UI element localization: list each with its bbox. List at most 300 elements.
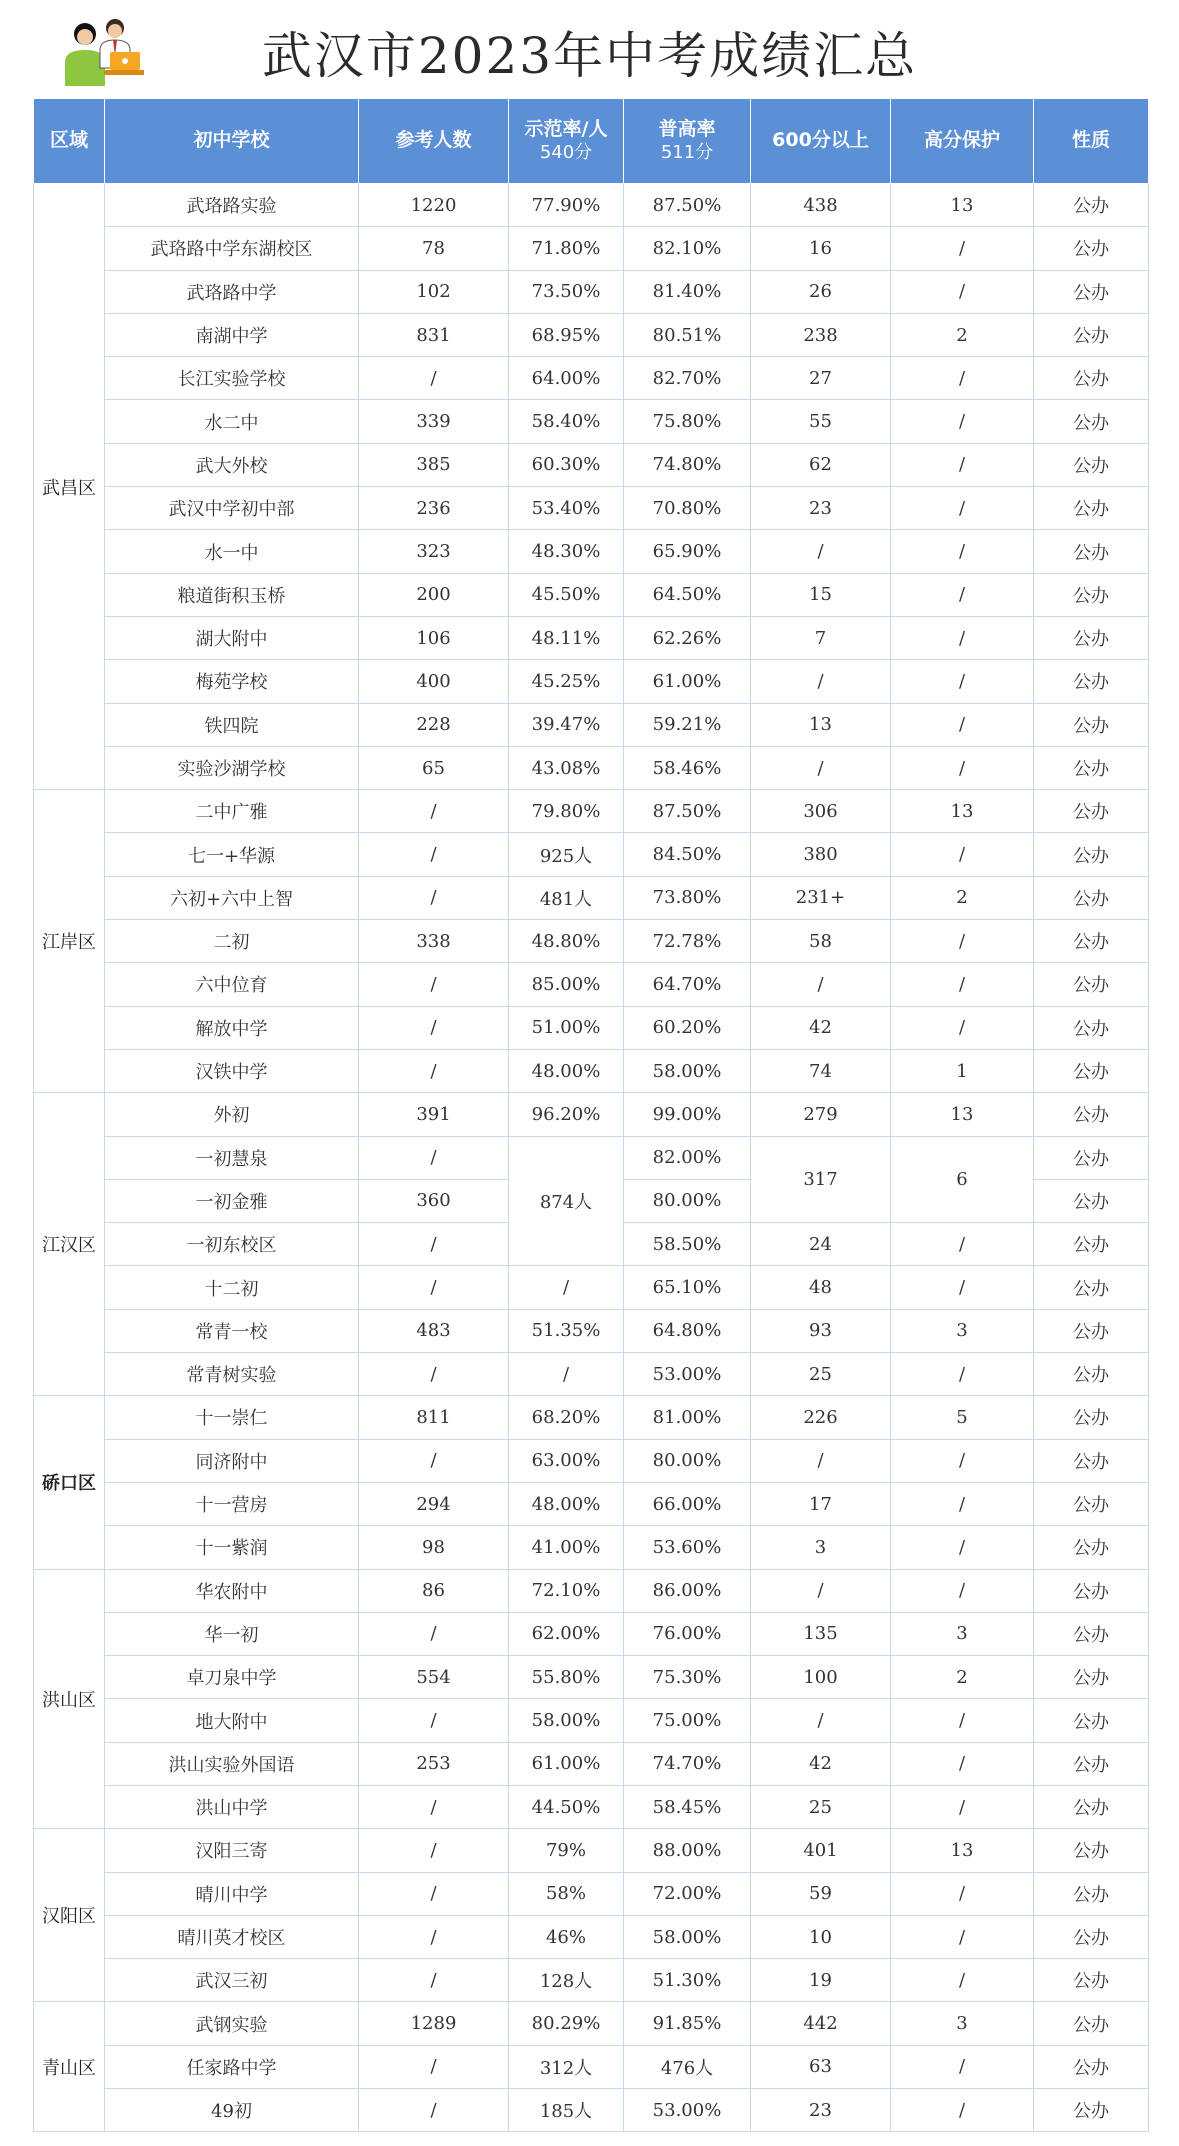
- cell-above-600: 74: [751, 1049, 891, 1092]
- cell-above-600: /: [751, 746, 891, 789]
- cell-above-600: /: [751, 530, 891, 573]
- cell-model-rate: /: [509, 1266, 624, 1309]
- cell-school-name: 武珞路中学东湖校区: [105, 227, 359, 270]
- cell-above-600: 59: [751, 1872, 891, 1915]
- cell-school-name: 同济附中: [105, 1439, 359, 1482]
- table-row: [34, 1006, 1149, 1049]
- cell-exam-takers: 200: [359, 573, 509, 616]
- cell-general-rate: 70.80%: [624, 487, 751, 530]
- cell-school-type: 公办: [1034, 1179, 1149, 1222]
- cell-model-rate: 48.30%: [509, 530, 624, 573]
- cell-model-rate: 96.20%: [509, 1093, 624, 1136]
- cell-high-score-protection: /: [891, 920, 1034, 963]
- column-header-label: 参考人数: [395, 129, 472, 152]
- table-row: [34, 357, 1149, 400]
- cell-general-rate: 60.20%: [624, 1006, 751, 1049]
- cell-general-rate: 64.80%: [624, 1309, 751, 1352]
- cell-high-score-protection: 5: [891, 1396, 1034, 1439]
- cell-above-600: 62: [751, 443, 891, 486]
- cell-high-score-protection: /: [891, 1223, 1034, 1266]
- cell-above-600: 55: [751, 400, 891, 443]
- cell-above-600: 3: [751, 1526, 891, 1569]
- cell-model-rate: 61.00%: [509, 1742, 624, 1785]
- column-header-above-600: [751, 99, 891, 184]
- cell-general-rate: 74.70%: [624, 1742, 751, 1785]
- cell-general-rate: 80.00%: [624, 1439, 751, 1482]
- cell-high-score-protection: /: [891, 2045, 1034, 2088]
- cell-high-score-protection: /: [891, 487, 1034, 530]
- cell-above-600: 279: [751, 1093, 891, 1136]
- cell-model-rate: 925人: [509, 833, 624, 876]
- table-row: [34, 2089, 1149, 2132]
- cell-school-name: 华农附中: [105, 1569, 359, 1612]
- cell-general-rate: 87.50%: [624, 184, 751, 227]
- cell-model-rate: 60.30%: [509, 443, 624, 486]
- cell-school-type: 公办: [1034, 1656, 1149, 1699]
- cell-general-rate: 58.00%: [624, 1049, 751, 1092]
- cell-model-rate: 77.90%: [509, 184, 624, 227]
- cell-exam-takers: /: [359, 1959, 509, 2002]
- cell-high-score-protection: /: [891, 443, 1034, 486]
- cell-above-600: 23: [751, 2089, 891, 2132]
- cell-above-600: 27: [751, 357, 891, 400]
- cell-exam-takers: 323: [359, 530, 509, 573]
- cell-exam-takers: 294: [359, 1482, 509, 1525]
- cell-general-rate: 87.50%: [624, 790, 751, 833]
- cell-high-score-protection: /: [891, 1482, 1034, 1525]
- region-cell: 江汉区: [34, 1093, 105, 1396]
- cell-high-score-protection: /: [891, 357, 1034, 400]
- cell-general-rate: 82.70%: [624, 357, 751, 400]
- cell-high-score-protection: /: [891, 400, 1034, 443]
- cell-school-type: 公办: [1034, 227, 1149, 270]
- cell-general-rate: 75.30%: [624, 1656, 751, 1699]
- cell-general-rate: 58.50%: [624, 1223, 751, 1266]
- cell-school-type: 公办: [1034, 1266, 1149, 1309]
- table-row: [34, 920, 1149, 963]
- cell-school-type: 公办: [1034, 1526, 1149, 1569]
- cell-school-name: 一初金雅: [105, 1179, 359, 1222]
- cell-high-score-protection: /: [891, 833, 1034, 876]
- cell-school-name: 六初+六中上智: [105, 876, 359, 919]
- cell-general-rate: 58.46%: [624, 746, 751, 789]
- table-row: [34, 1309, 1149, 1352]
- cell-school-name: 武汉中学初中部: [105, 487, 359, 530]
- table-row: [34, 1656, 1149, 1699]
- cell-high-score-protection: 3: [891, 1612, 1034, 1655]
- table-row: [34, 184, 1149, 227]
- cell-general-rate: 59.21%: [624, 703, 751, 746]
- cell-school-name: 常青一校: [105, 1309, 359, 1352]
- cell-above-600: 231+: [751, 876, 891, 919]
- cell-above-600: 306: [751, 790, 891, 833]
- cell-exam-takers: /: [359, 1829, 509, 1872]
- cell-school-type: 公办: [1034, 1569, 1149, 1612]
- cell-school-name: 实验沙湖学校: [105, 746, 359, 789]
- cell-school-name: 洪山中学: [105, 1785, 359, 1828]
- cell-model-rate: 53.40%: [509, 487, 624, 530]
- cell-school-type: 公办: [1034, 357, 1149, 400]
- cell-school-name: 一初慧泉: [105, 1136, 359, 1179]
- cell-general-rate: 65.90%: [624, 530, 751, 573]
- cell-exam-takers: 228: [359, 703, 509, 746]
- cell-school-name: 梅苑学校: [105, 660, 359, 703]
- cell-general-rate: 51.30%: [624, 1959, 751, 2002]
- table-row: [34, 746, 1149, 789]
- cell-school-type: 公办: [1034, 790, 1149, 833]
- cell-school-type: 公办: [1034, 1049, 1149, 1092]
- cell-school-name: 十一紫润: [105, 1526, 359, 1569]
- cell-above-600: 438: [751, 184, 891, 227]
- table-row: [34, 530, 1149, 573]
- cell-exam-takers: 78: [359, 227, 509, 270]
- cell-above-600: 10: [751, 1915, 891, 1958]
- cell-school-type: 公办: [1034, 660, 1149, 703]
- cell-school-name: 卓刀泉中学: [105, 1656, 359, 1699]
- table-row: [34, 2002, 1149, 2045]
- region-cell: 硚口区: [34, 1396, 105, 1569]
- cell-school-type: 公办: [1034, 833, 1149, 876]
- cell-exam-takers: /: [359, 1872, 509, 1915]
- cell-high-score-protection: /: [891, 530, 1034, 573]
- table-row: [34, 1266, 1149, 1309]
- cell-above-600: /: [751, 1569, 891, 1612]
- cell-above-600: 25: [751, 1353, 891, 1396]
- table-row: [34, 963, 1149, 1006]
- table-row: [34, 573, 1149, 616]
- table-row: [34, 1612, 1149, 1655]
- cell-school-type: 公办: [1034, 703, 1149, 746]
- cell-above-600: 42: [751, 1006, 891, 1049]
- cell-model-rate: 874人: [509, 1136, 624, 1266]
- cell-school-type: 公办: [1034, 1396, 1149, 1439]
- cell-model-rate: 312人: [509, 2045, 624, 2088]
- cell-model-rate: 45.50%: [509, 573, 624, 616]
- cell-school-type: 公办: [1034, 1959, 1149, 2002]
- table-row: [34, 1396, 1149, 1439]
- cell-model-rate: 51.00%: [509, 1006, 624, 1049]
- column-header-label: 普高率: [658, 117, 716, 140]
- cell-general-rate: 476人: [624, 2045, 751, 2088]
- cell-above-600: 63: [751, 2045, 891, 2088]
- cell-general-rate: 53.00%: [624, 2089, 751, 2132]
- cell-general-rate: 53.00%: [624, 1353, 751, 1396]
- cell-school-name: 汉阳三寄: [105, 1829, 359, 1872]
- column-header-threshold: 540分: [539, 141, 593, 163]
- cell-high-score-protection: 6: [891, 1136, 1034, 1223]
- cell-exam-takers: 385: [359, 443, 509, 486]
- cell-school-type: 公办: [1034, 1223, 1149, 1266]
- cell-school-name: 铁四院: [105, 703, 359, 746]
- cell-school-type: 公办: [1034, 1829, 1149, 1872]
- column-header-general-rate: [624, 99, 751, 184]
- cell-general-rate: 76.00%: [624, 1612, 751, 1655]
- header-row: [34, 99, 1149, 184]
- cell-school-name: 武珞路实验: [105, 184, 359, 227]
- cell-model-rate: 58%: [509, 1872, 624, 1915]
- cell-exam-takers: 98: [359, 1526, 509, 1569]
- cell-high-score-protection: /: [891, 1006, 1034, 1049]
- cell-high-score-protection: 13: [891, 184, 1034, 227]
- column-header-label: 性质: [1071, 129, 1110, 152]
- cell-high-score-protection: /: [891, 2089, 1034, 2132]
- cell-high-score-protection: /: [891, 1785, 1034, 1828]
- cell-model-rate: 48.11%: [509, 616, 624, 659]
- cell-model-rate: 128人: [509, 1959, 624, 2002]
- cell-exam-takers: /: [359, 1699, 509, 1742]
- cell-high-score-protection: /: [891, 1742, 1034, 1785]
- cell-exam-takers: /: [359, 1049, 509, 1092]
- cell-above-600: /: [751, 1439, 891, 1482]
- cell-exam-takers: /: [359, 833, 509, 876]
- cell-above-600: 100: [751, 1656, 891, 1699]
- cell-general-rate: 99.00%: [624, 1093, 751, 1136]
- cell-high-score-protection: 3: [891, 2002, 1034, 2045]
- cell-general-rate: 66.00%: [624, 1482, 751, 1525]
- cell-school-name: 外初: [105, 1093, 359, 1136]
- cell-high-score-protection: /: [891, 616, 1034, 659]
- cell-exam-takers: 1289: [359, 2002, 509, 2045]
- column-header-label: 示范率/人: [524, 117, 608, 140]
- table-row: [34, 1959, 1149, 2002]
- cell-above-600: /: [751, 1699, 891, 1742]
- cell-exam-takers: 102: [359, 270, 509, 313]
- cell-high-score-protection: 3: [891, 1309, 1034, 1352]
- region-cell: 汉阳区: [34, 1829, 105, 2002]
- cell-exam-takers: /: [359, 1612, 509, 1655]
- cell-exam-takers: /: [359, 1223, 509, 1266]
- table-row: [34, 616, 1149, 659]
- cell-exam-takers: /: [359, 876, 509, 919]
- cell-high-score-protection: /: [891, 1526, 1034, 1569]
- cell-model-rate: 58.00%: [509, 1699, 624, 1742]
- cell-exam-takers: 831: [359, 313, 509, 356]
- cell-school-name: 二中广雅: [105, 790, 359, 833]
- cell-high-score-protection: /: [891, 1353, 1034, 1396]
- cell-school-name: 49初: [105, 2089, 359, 2132]
- table-row: [34, 2045, 1149, 2088]
- cell-school-type: 公办: [1034, 1742, 1149, 1785]
- cell-above-600: 58: [751, 920, 891, 963]
- cell-exam-takers: /: [359, 1439, 509, 1482]
- column-header-high-score-protection: [891, 99, 1034, 184]
- cell-model-rate: 43.08%: [509, 746, 624, 789]
- table-body: [34, 184, 1149, 2132]
- cell-above-600: 26: [751, 270, 891, 313]
- cell-general-rate: 64.70%: [624, 963, 751, 1006]
- cell-general-rate: 58.45%: [624, 1785, 751, 1828]
- header: [0, 0, 1179, 100]
- table-row: [34, 1093, 1149, 1136]
- cell-high-score-protection: /: [891, 1266, 1034, 1309]
- cell-school-name: 晴川中学: [105, 1872, 359, 1915]
- cell-school-name: 武珞路中学: [105, 270, 359, 313]
- cell-school-type: 公办: [1034, 573, 1149, 616]
- cell-model-rate: 51.35%: [509, 1309, 624, 1352]
- column-header-label: 高分保护: [923, 129, 1000, 152]
- cell-school-type: 公办: [1034, 963, 1149, 1006]
- cell-general-rate: 81.40%: [624, 270, 751, 313]
- cell-school-type: 公办: [1034, 616, 1149, 659]
- cell-model-rate: 41.00%: [509, 1526, 624, 1569]
- cell-above-600: 15: [751, 573, 891, 616]
- cell-school-name: 任家路中学: [105, 2045, 359, 2088]
- cell-above-600: 401: [751, 1829, 891, 1872]
- region-cell: 洪山区: [34, 1569, 105, 1829]
- cell-model-rate: 68.95%: [509, 313, 624, 356]
- cell-general-rate: 64.50%: [624, 573, 751, 616]
- cell-school-name: 武钢实验: [105, 2002, 359, 2045]
- cell-school-name: 地大附中: [105, 1699, 359, 1742]
- score-table: [33, 98, 1149, 2132]
- column-header-school-type: [1034, 99, 1149, 184]
- cell-school-type: 公办: [1034, 1699, 1149, 1742]
- cell-school-name: 七一+华源: [105, 833, 359, 876]
- cell-school-type: 公办: [1034, 400, 1149, 443]
- cell-school-name: 水二中: [105, 400, 359, 443]
- cell-school-name: 湖大附中: [105, 616, 359, 659]
- cell-school-type: 公办: [1034, 1612, 1149, 1655]
- cell-general-rate: 82.00%: [624, 1136, 751, 1179]
- cell-above-600: /: [751, 963, 891, 1006]
- cell-exam-takers: /: [359, 1006, 509, 1049]
- column-header-label: 600分以上: [772, 129, 869, 152]
- cell-above-600: 24: [751, 1223, 891, 1266]
- cell-model-rate: 481人: [509, 876, 624, 919]
- cell-model-rate: 45.25%: [509, 660, 624, 703]
- cell-school-type: 公办: [1034, 487, 1149, 530]
- cell-high-score-protection: /: [891, 746, 1034, 789]
- cell-high-score-protection: /: [891, 660, 1034, 703]
- cell-general-rate: 58.00%: [624, 1915, 751, 1958]
- column-header-model-rate: [509, 99, 624, 184]
- table-row: [34, 1569, 1149, 1612]
- cell-above-600: 317: [751, 1136, 891, 1223]
- cell-general-rate: 88.00%: [624, 1829, 751, 1872]
- cell-school-type: 公办: [1034, 1785, 1149, 1828]
- cell-above-600: 16: [751, 227, 891, 270]
- cell-exam-takers: /: [359, 963, 509, 1006]
- table-row: [34, 1049, 1149, 1092]
- cell-above-600: 442: [751, 2002, 891, 2045]
- column-header-exam-takers: [359, 99, 509, 184]
- cell-general-rate: 74.80%: [624, 443, 751, 486]
- cell-school-name: 粮道街积玉桥: [105, 573, 359, 616]
- cell-high-score-protection: /: [891, 703, 1034, 746]
- cell-model-rate: 55.80%: [509, 1656, 624, 1699]
- page-title: 武汉市2023年中考成绩汇总: [261, 27, 918, 85]
- cell-model-rate: 63.00%: [509, 1439, 624, 1482]
- table-row: [34, 270, 1149, 313]
- cell-exam-takers: 236: [359, 487, 509, 530]
- cell-model-rate: 48.00%: [509, 1049, 624, 1092]
- table-row: [34, 876, 1149, 919]
- cell-exam-takers: /: [359, 790, 509, 833]
- cell-school-name: 水一中: [105, 530, 359, 573]
- cell-exam-takers: 483: [359, 1309, 509, 1352]
- cell-high-score-protection: /: [891, 1959, 1034, 2002]
- cell-model-rate: 58.40%: [509, 400, 624, 443]
- cell-above-600: 93: [751, 1309, 891, 1352]
- cell-general-rate: 75.80%: [624, 400, 751, 443]
- cell-exam-takers: 339: [359, 400, 509, 443]
- cell-school-type: 公办: [1034, 1136, 1149, 1179]
- cell-model-rate: 73.50%: [509, 270, 624, 313]
- cell-general-rate: 72.00%: [624, 1872, 751, 1915]
- cell-school-name: 华一初: [105, 1612, 359, 1655]
- table-row: [34, 703, 1149, 746]
- cell-exam-takers: 1220: [359, 184, 509, 227]
- cell-above-600: 380: [751, 833, 891, 876]
- cell-school-type: 公办: [1034, 1915, 1149, 1958]
- cell-model-rate: 79.80%: [509, 790, 624, 833]
- cell-model-rate: 48.80%: [509, 920, 624, 963]
- cell-school-type: 公办: [1034, 1353, 1149, 1396]
- cell-exam-takers: 253: [359, 1742, 509, 1785]
- cell-exam-takers: 65: [359, 746, 509, 789]
- table-row: [34, 443, 1149, 486]
- cell-model-rate: 68.20%: [509, 1396, 624, 1439]
- cell-general-rate: 61.00%: [624, 660, 751, 703]
- cell-school-type: 公办: [1034, 2089, 1149, 2132]
- cell-exam-takers: 554: [359, 1656, 509, 1699]
- cell-above-600: 17: [751, 1482, 891, 1525]
- cell-exam-takers: /: [359, 1136, 509, 1179]
- cell-model-rate: 72.10%: [509, 1569, 624, 1612]
- cell-school-name: 十一崇仁: [105, 1396, 359, 1439]
- cell-school-type: 公办: [1034, 2002, 1149, 2045]
- cell-exam-takers: 86: [359, 1569, 509, 1612]
- cell-above-600: 25: [751, 1785, 891, 1828]
- cell-exam-takers: 360: [359, 1179, 509, 1222]
- cell-high-score-protection: 13: [891, 790, 1034, 833]
- cell-high-score-protection: 13: [891, 1093, 1034, 1136]
- cell-school-type: 公办: [1034, 1482, 1149, 1525]
- table-row: [34, 1353, 1149, 1396]
- column-header-threshold: 511分: [660, 141, 714, 163]
- cell-school-type: 公办: [1034, 184, 1149, 227]
- cell-high-score-protection: 1: [891, 1049, 1034, 1092]
- table-row: [34, 400, 1149, 443]
- cell-exam-takers: /: [359, 357, 509, 400]
- cell-general-rate: 82.10%: [624, 227, 751, 270]
- cell-above-600: 19: [751, 1959, 891, 2002]
- table-row: [34, 660, 1149, 703]
- cell-high-score-protection: /: [891, 1569, 1034, 1612]
- table-row: [34, 790, 1149, 833]
- cell-exam-takers: /: [359, 1785, 509, 1828]
- cell-model-rate: 80.29%: [509, 2002, 624, 2045]
- cell-school-type: 公办: [1034, 1006, 1149, 1049]
- cell-school-name: 十二初: [105, 1266, 359, 1309]
- cell-school-type: 公办: [1034, 1093, 1149, 1136]
- cell-school-name: 二初: [105, 920, 359, 963]
- cell-above-600: 226: [751, 1396, 891, 1439]
- cell-general-rate: 72.78%: [624, 920, 751, 963]
- column-header-region: [34, 99, 105, 184]
- cell-school-name: 南湖中学: [105, 313, 359, 356]
- cell-general-rate: 65.10%: [624, 1266, 751, 1309]
- cell-exam-takers: 400: [359, 660, 509, 703]
- cell-model-rate: 48.00%: [509, 1482, 624, 1525]
- cell-school-name: 武汉三初: [105, 1959, 359, 2002]
- cell-exam-takers: /: [359, 1266, 509, 1309]
- table-row: [34, 227, 1149, 270]
- cell-general-rate: 81.00%: [624, 1396, 751, 1439]
- table-row: [34, 1136, 1149, 1179]
- cell-general-rate: 80.00%: [624, 1179, 751, 1222]
- cell-school-name: 洪山实验外国语: [105, 1742, 359, 1785]
